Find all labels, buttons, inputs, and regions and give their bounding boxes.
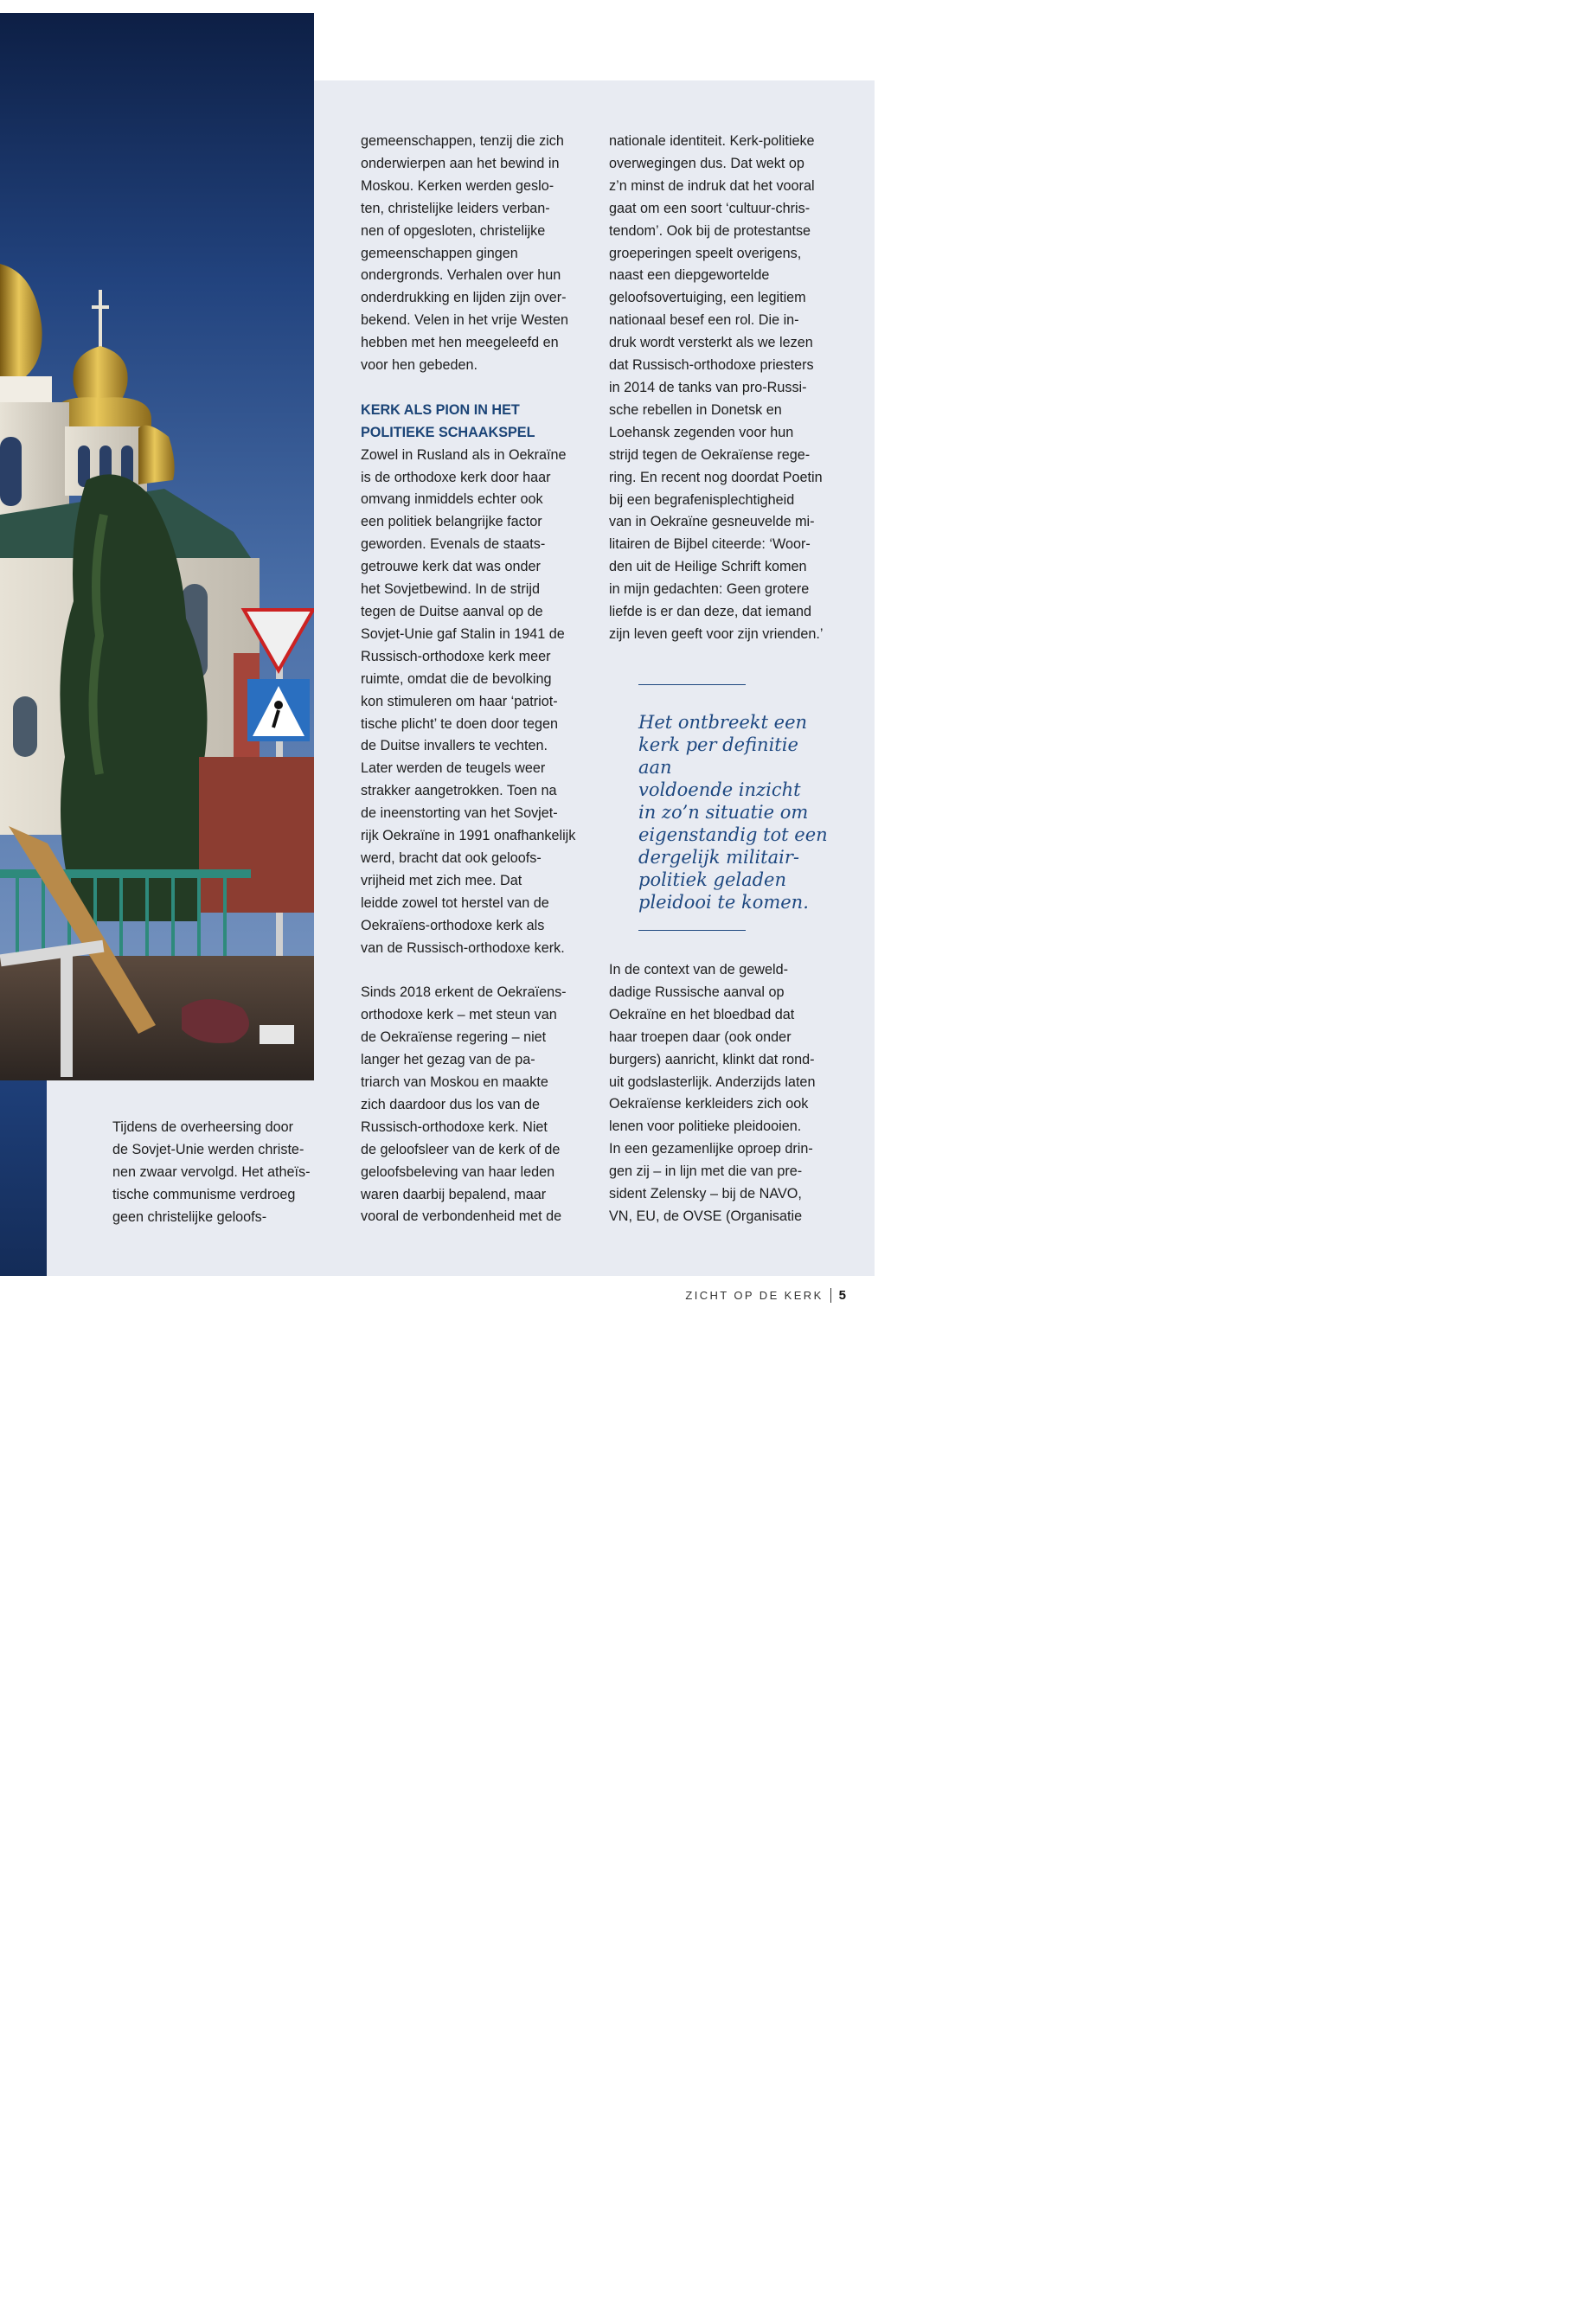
column2-paragraph-3: Sinds 2018 erkent de Oekraïens- orthodoxe kerk – met steun van de Oekraïense regering – niet langer het gezag van de pa- triarch van Moskou en maakte zich daardoor dus los van de Russisch-orthodoxe kerk. Niet de geloofsleer van de kerk of de geloofsbeleving van haar leden waren daarbij bepalend, maar vooral de verbondenheid met de <box>361 984 567 1225</box>
section-subheading: KERK ALS PION IN HET POLITIEKE SCHAAKSPEL <box>361 401 535 440</box>
quote-top-rule <box>638 684 746 685</box>
text-column-3-lower <box>609 959 836 1228</box>
text-column-3 <box>609 131 836 646</box>
column2-paragraph-1: gemeenschappen, tenzij die zich onderwierpen aan het bewind in Moskou. Kerken werden geslo- ten, christelijke leiders verban- nen of opgesloten, christelijke gemeenschappen gingen ondergronds. Verhalen over hun onderdrukking en lijden zijn over- bekend. Velen in het vrije Westen hebben met hen meegeleefd en voor hen gebeden. <box>361 133 568 374</box>
column2-paragraph-2: Zowel in Rusland als in Oekraïne is de orthodoxe kerk door haar omvang inmiddels echter ook een politiek belangrijke factor geworden. Evenals de staats- getrouwe kerk dat was onder het Sovjetbewind. In de strijd tegen de Duitse aanval op de Sovjet-Unie gaf Stalin in 1941 de Russisch-orthodoxe kerk meer ruimte, omdat die de bevolking kon stimuleren om haar ‘patriot- tische plicht’ te doen door tegen de Duitse invallers te vechten. Later werden de teugels weer strakker aangetrokken. Toen na de ineenstorting van het Sovjet- rijk Oekraïne in 1991 onafhankelijk werd, bracht dat ook geloofs- vrijheid met zich mee. Dat leidde zowel tot herstel van de Oekraïens-orthodoxe kerk als van de Russisch-orthodoxe kerk. <box>361 446 576 956</box>
page-footer <box>685 1288 846 1303</box>
magazine-title: ZICHT OP DE KERK <box>685 1289 824 1302</box>
page-number: 5 <box>838 1288 846 1303</box>
text-column-1 <box>112 1117 320 1229</box>
column3-paragraph-1: nationale identiteit. Kerk-politieke overwegingen dus. Dat wekt op z’n minst de indruk dat het vooral gaat om een soort ‘cultuur-chris- tendom’. Ook bij de protestantse groeperingen speelt overigens, naast een diepgewortelde geloofsovertuiging, een legitiem nationaal besef een rol. Die in- druk wordt versterkt als we lezen dat Russisch-orthodoxe priesters in 2014 de tanks van pro-Russi- sche rebellen in Donetsk en Loehansk zegenden voor hun strijd tegen de Oekraïense rege- ring. En recent nog doordat Poetin bij een begrafenisplechtigheid van in Oekraïne gesneuvelde mi- litairen de Bijbel citeerde: ‘Woor- den uit de Heilige Schrift komen in mijn gedachten: Geen grotere liefde is er dan deze, dat iemand zijn leven geeft voor zijn vrienden.’ <box>609 133 824 642</box>
footer-divider <box>830 1288 831 1303</box>
text-column-2 <box>361 131 587 1228</box>
church-photo <box>0 13 314 1080</box>
column3-paragraph-2: In de context van de geweld- dadige Russische aanval op Oekraïne en het bloedbad dat haar troepen daar (ook onder burgers) aanricht, klinkt dat rond- uit godslasterlijk. Anderzijds laten Oekraïense kerkleiders zich ook lenen voor politieke pleidooien. In een gezamenlijke oproep drin- gen zij – in lijn met die van pre- sident Zelensky – bij de NAVO, VN, EU, de OVSE (Organisatie <box>609 962 816 1224</box>
pull-quote: Het ontbreekt een kerk per definitie aan voldoende inzicht in zo’n situatie om eigenstandig tot een dergelijk militair- politiek geladen pleidooi te komen. <box>638 712 828 913</box>
quote-bottom-rule <box>638 930 746 931</box>
left-accent-bar <box>0 1080 47 1276</box>
column1-paragraph-1: Tijdens de overheersing door de Sovjet-Unie werden christe- nen zwaar vervolgd. Het atheïs- tische communisme verdroeg geen christelijke geloofs- <box>112 1119 311 1225</box>
